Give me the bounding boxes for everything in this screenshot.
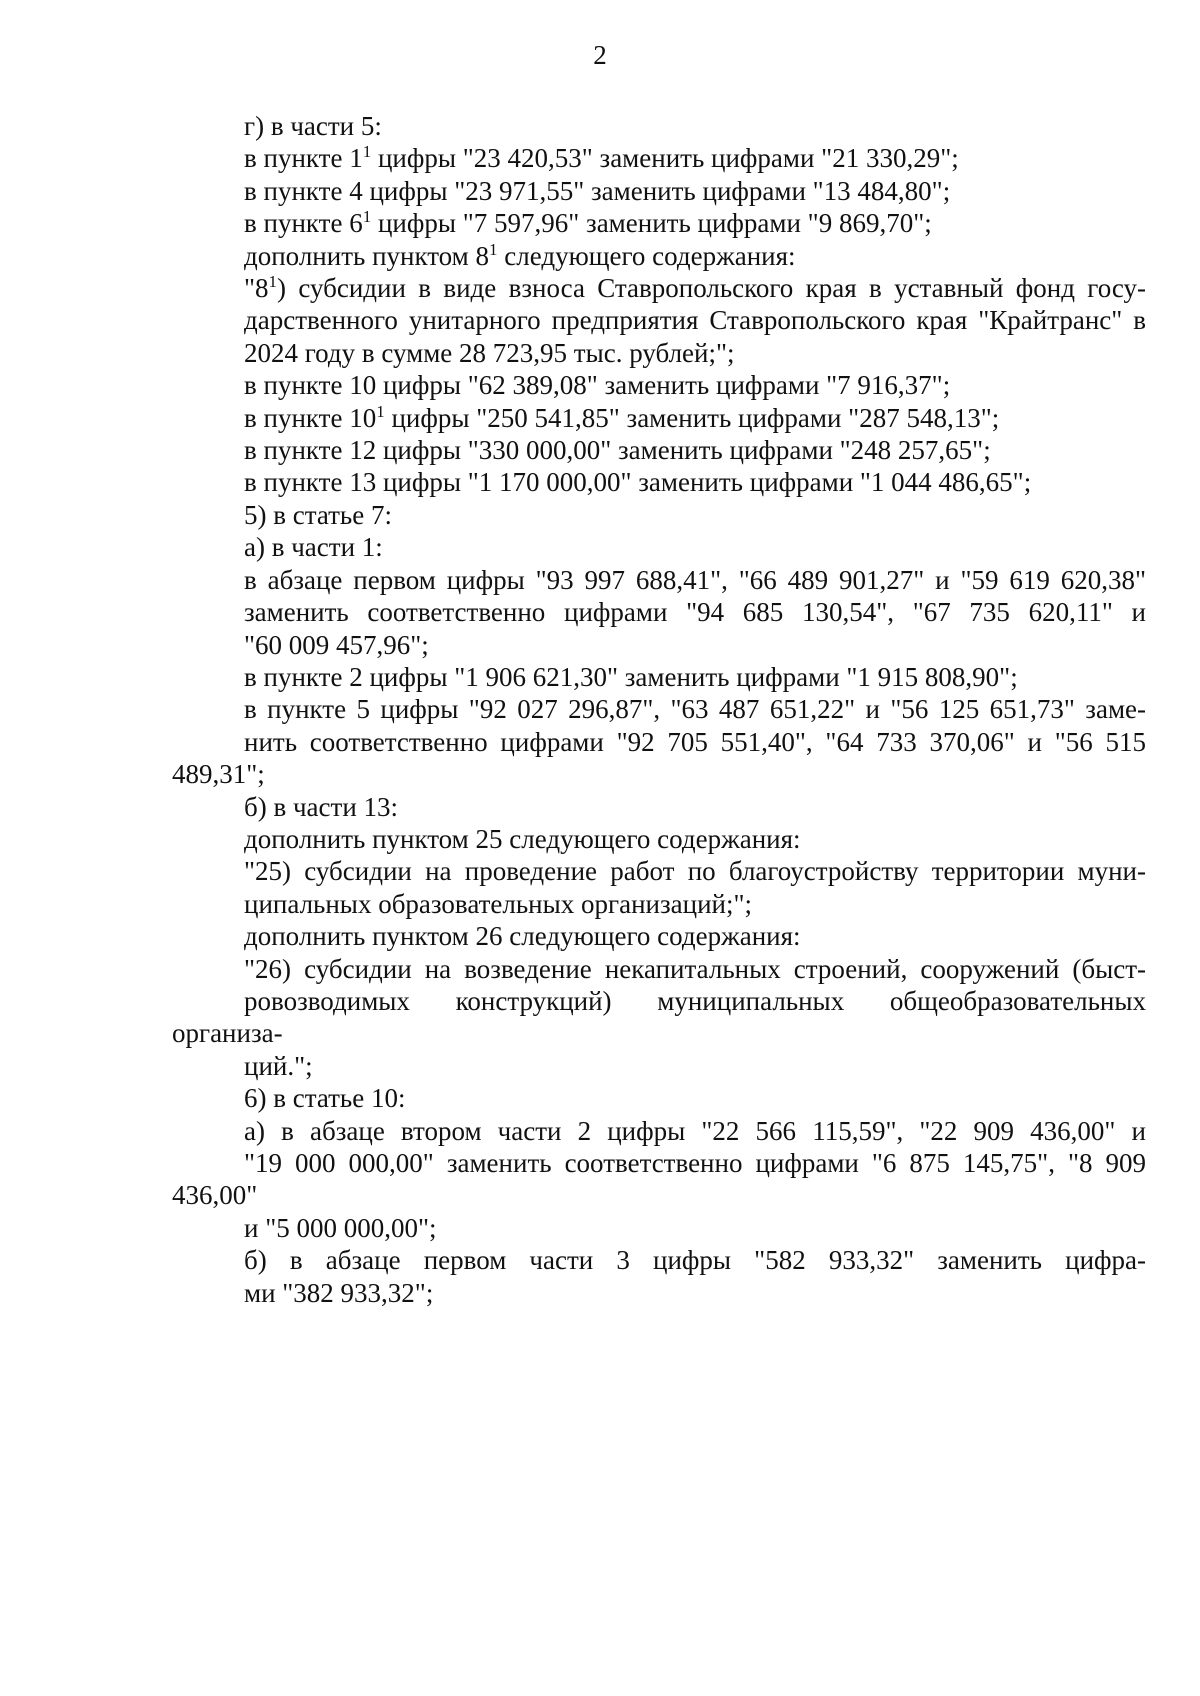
paragraph [172,1082,1146,1114]
superscript-index: 1 [268,271,278,291]
text-line: г) в части 5: [244,111,382,141]
paragraph [172,1115,1146,1245]
text-line: а) в абзаце втором части 2 цифры "22 566 115,59", "22 909 436,00" и [244,1115,1146,1146]
text-line: 6) в статье 10: [244,1083,406,1114]
paragraph [172,207,1146,239]
superscript-index: 1 [489,239,498,259]
line-text-before-superscript: дополнить пунктом 8 [244,240,489,271]
text-line: ми "382 933,32"; [244,1277,434,1308]
line-text-before-superscript: в пункте 10 [244,402,377,433]
text-line: дополнить пунктом 25 следующего содержания: [244,823,801,854]
text-line: нить соответственно цифрами "92 705 551,40", "64 733 370,06" и "56 515 489,31"; [172,726,1146,790]
paragraph [172,661,1146,693]
paragraph [172,466,1146,498]
text-line: а) в части 1: [244,532,383,563]
text-line: дополнить пунктом 26 следующего содержания: [244,921,801,952]
text-line [172,240,1146,272]
line-text-before-superscript: в пункте 6 [244,208,363,239]
paragraph [172,499,1146,531]
text-line: 5) в статье 7: [244,499,392,530]
page-number: 2 [593,40,607,70]
paragraph [172,855,1146,920]
text-line: ципальных образовательных организаций;"; [244,888,752,919]
line-text-after-superscript: ) субсидии в виде взноса Ставропольского края в уставный фонд госу- [277,273,1146,304]
paragraph [172,175,1146,207]
superscript-index: 1 [362,142,372,162]
paragraph [172,272,1146,369]
text-line: и "5 000 000,00"; [244,1212,437,1243]
text-line: "19 000 000,00" заменить соответственно цифрами "6 875 145,75", "8 909 436,00" [172,1148,1146,1211]
document-body [172,110,1146,1309]
text-line: в абзаце первом цифры "93 997 688,41", "66 489 901,27" и "59 619 620,38" [244,564,1146,595]
paragraph [172,791,1146,823]
line-text-before-superscript: "8 [244,273,269,304]
paragraph [172,402,1146,434]
text-line: в пункте 10 цифры "62 389,08" заменить цифрами "7 916,37"; [244,370,951,401]
text-line: 2024 году в сумме 28 723,95 тыс. рублей;"; [244,337,735,368]
text-line: б) в части 13: [244,791,399,822]
paragraph [172,564,1146,661]
superscript-index: 1 [362,207,372,227]
text-line: "26) субсидии на возведение некапитальных строений, сооружений (быст- [244,953,1146,984]
paragraph [172,369,1146,401]
text-line: дарственного унитарного предприятия Ставропольского края "Крайтранс" в [244,305,1146,336]
paragraph [172,693,1146,790]
text-line: в пункте 13 цифры "1 170 000,00" заменить цифрами "1 044 486,65"; [244,467,1032,498]
text-line: заменить соответственно цифрами "94 685 130,54", "67 735 620,11" и [244,597,1146,628]
line-text-after-superscript: цифры "7 597,96" заменить цифрами "9 869,70"; [371,208,932,239]
text-line [172,207,1146,239]
text-line [172,402,1146,434]
paragraph [172,823,1146,855]
text-line: в пункте 5 цифры "92 027 296,87", "63 487 651,22" и "56 125 651,73" заме- [244,694,1146,725]
line-text-after-superscript: цифры "250 541,85" заменить цифрами "287 548,13"; [384,402,1000,433]
text-line [172,272,1146,304]
text-line: "60 009 457,96"; [244,629,429,660]
line-text-after-superscript: цифры "23 420,53" заменить цифрами "21 330,29"; [371,143,959,174]
line-text-after-superscript: следующего содержания: [497,240,796,271]
text-line: в пункте 2 цифры "1 906 621,30" заменить цифрами "1 915 808,90"; [244,661,1018,692]
superscript-index: 1 [376,401,385,421]
paragraph [172,920,1146,952]
paragraph [172,1244,1146,1309]
paragraph [172,531,1146,563]
paragraph [172,953,1146,1083]
paragraph [172,240,1146,272]
paragraph [172,142,1146,174]
text-line: ровозводимых конструкций) муниципальных общеобразовательных организа- [172,985,1146,1049]
line-text-before-superscript: в пункте 1 [244,143,363,174]
text-line: в пункте 4 цифры "23 971,55" заменить цифрами "13 484,80"; [244,175,951,206]
paragraph [172,110,1146,142]
text-line: "25) субсидии на проведение работ по благоустройству территории муни- [244,856,1146,887]
text-line: в пункте 12 цифры "330 000,00" заменить цифрами "248 257,65"; [244,435,991,466]
text-line: б) в абзаце первом части 3 цифры "582 933,32" заменить цифра- [244,1245,1146,1276]
paragraph [172,434,1146,466]
text-line [172,142,1146,174]
text-line: ций."; [244,1050,313,1081]
